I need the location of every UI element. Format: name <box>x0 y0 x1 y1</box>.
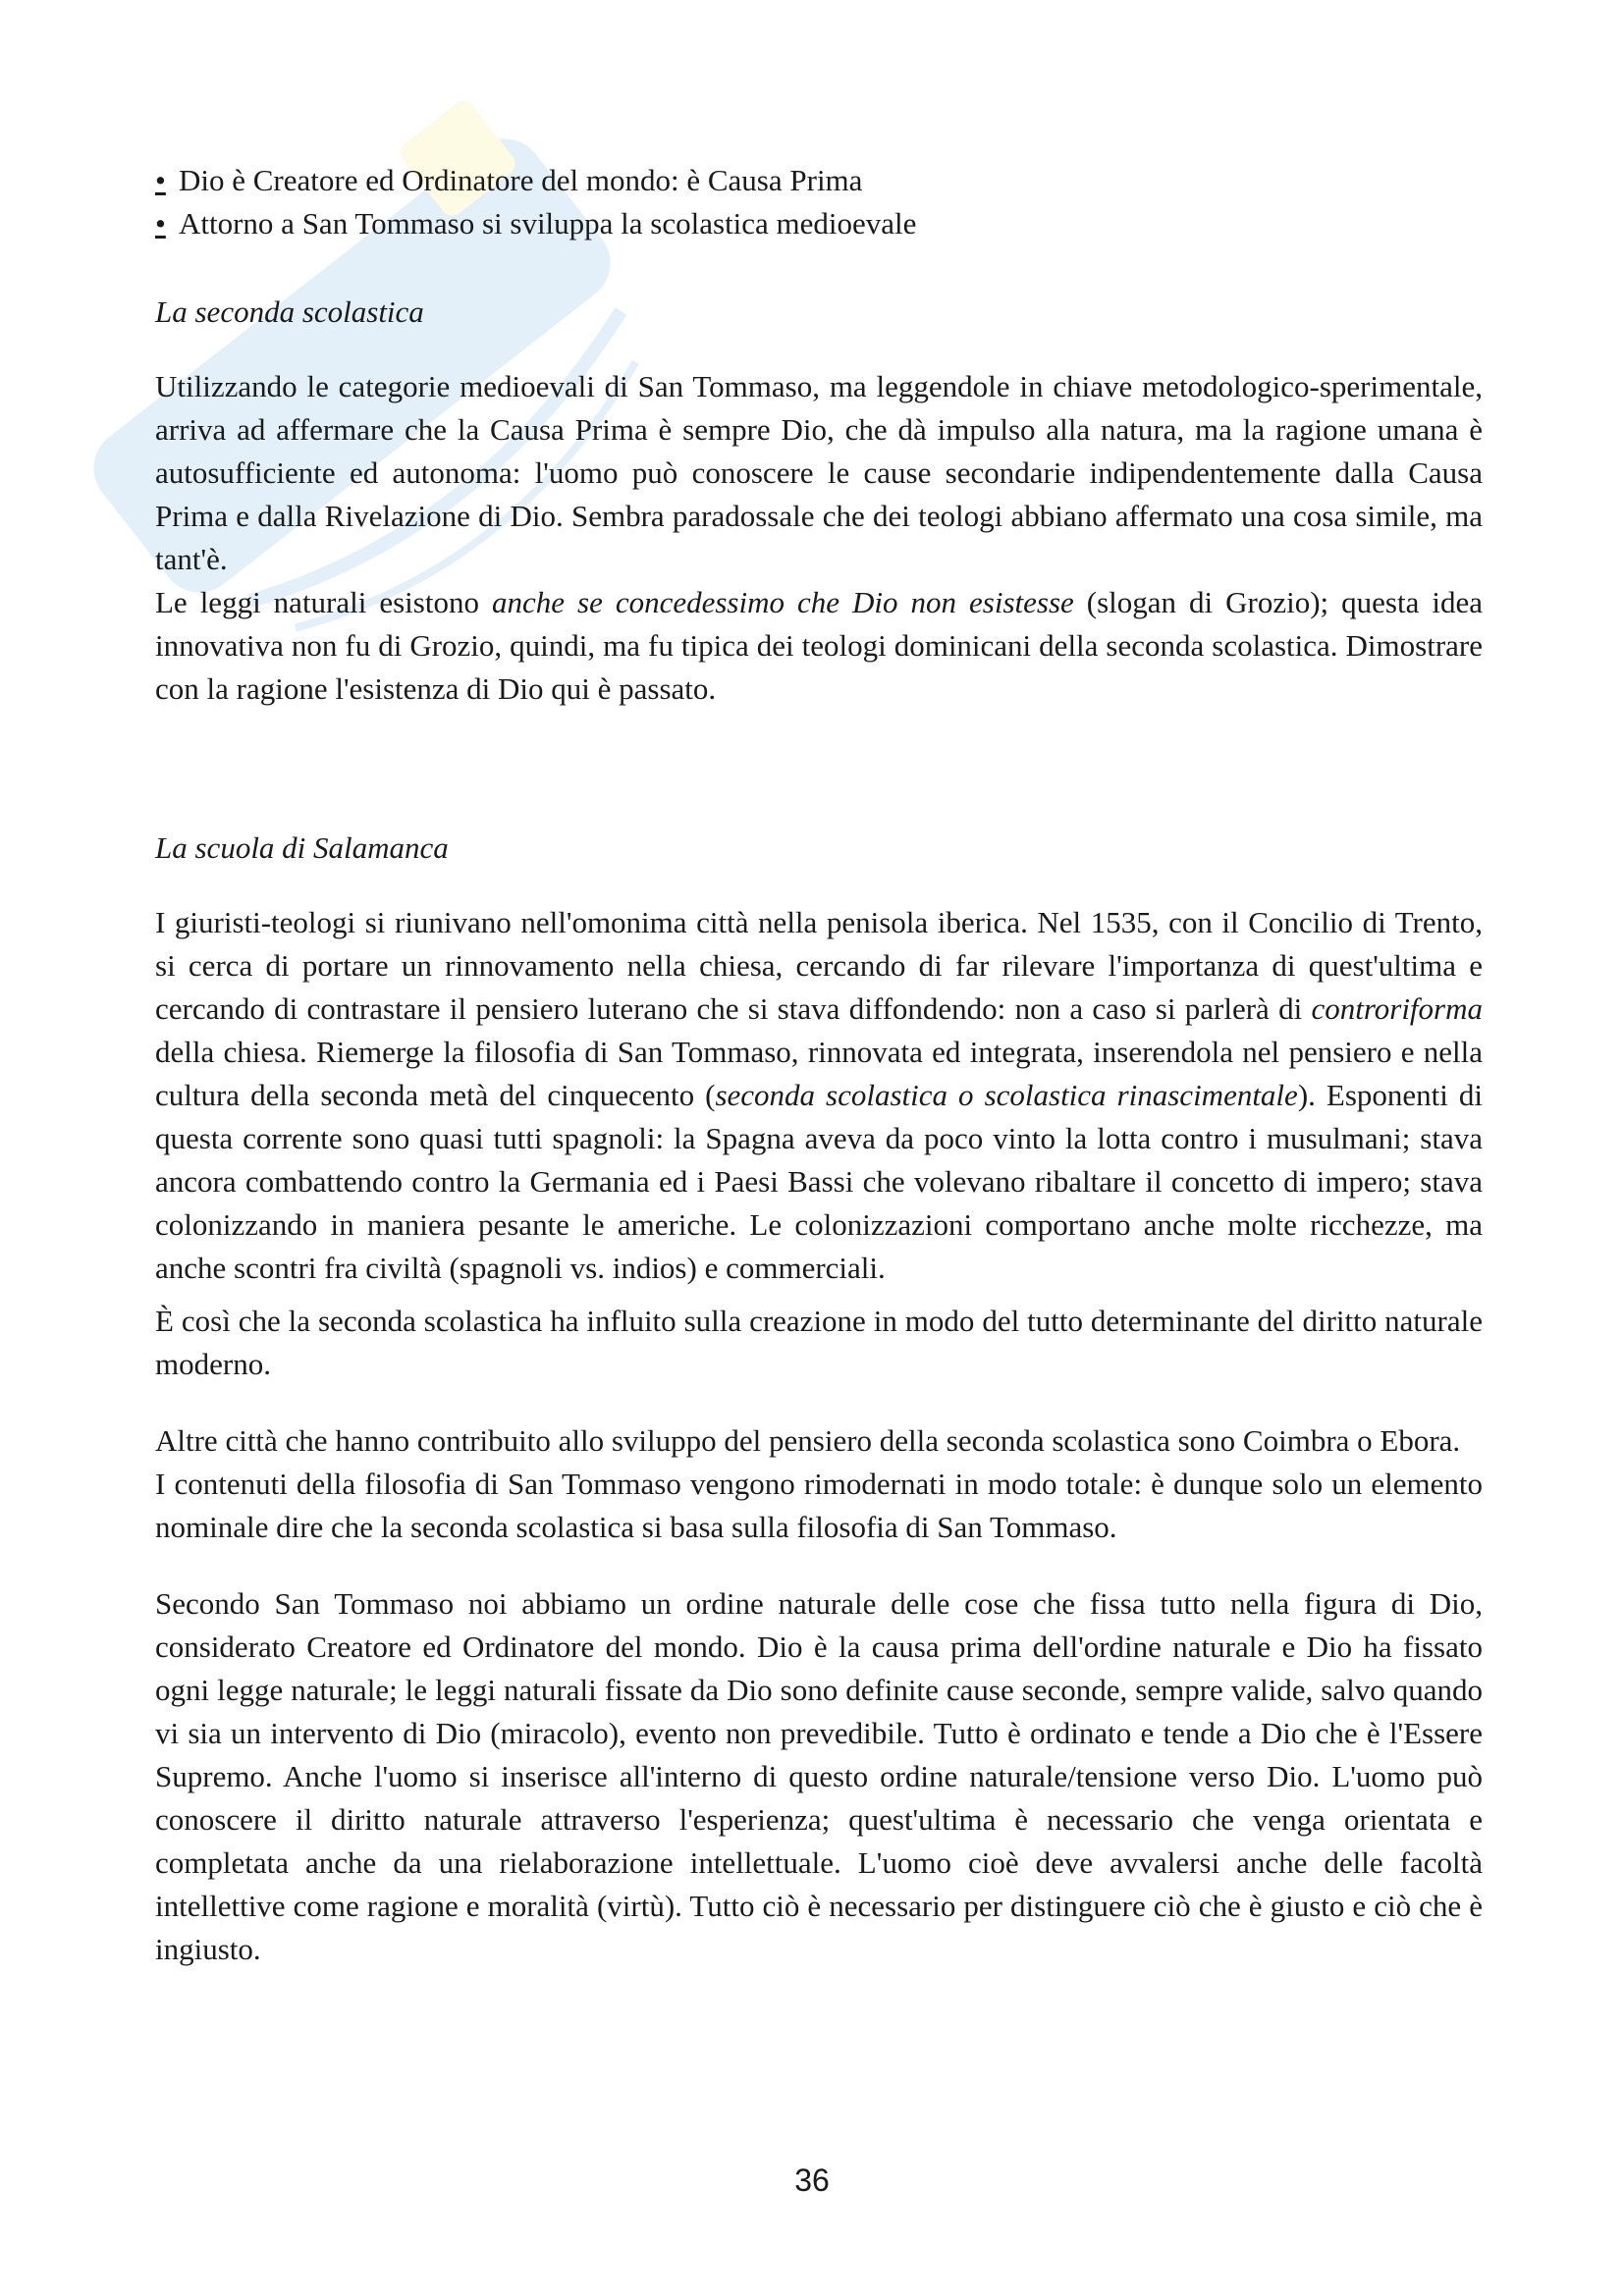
bullet-text: Attorno a San Tommaso si sviluppa la scolastica medioevale <box>179 206 917 240</box>
section-heading-seconda-scolastica: La seconda scolastica <box>155 294 424 329</box>
text-run: Le leggi naturali esistono <box>155 585 492 619</box>
text-run: ). Esponenti di questa corrente sono quasi tutti spagnoli: la Spagna aveva da poco vinto la lotta contro i musulmani; stava ancora combattendo contro la Germania ed i Paesi Bassi che volevano ribaltare il concetto di impero; stava colonizzando in maniera pesante le americhe. Le colonizzazioni comportano anche molte ricchezze, ma anche scontri fra civiltà (spagnoli vs. indios) e commerciali. <box>155 1078 1484 1285</box>
text-run: della chiesa. Riemerge la filosofia di San Tommaso, rinnovata ed integrata, inserendola nel pensiero e nella cultura della seconda metà del cinquecento ( <box>155 1035 1483 1112</box>
bullet-dot: • <box>155 163 166 197</box>
emphasis-text: seconda scolastica o scolastica rinascimentale <box>715 1078 1298 1112</box>
bullet-text: Dio è Creatore ed Ordinatore del mondo: è Causa Prima <box>179 163 863 197</box>
paragraph <box>155 581 1483 711</box>
page-content <box>155 159 1483 1971</box>
text-run: I giuristi-teologi si riunivano nell'omonima città nella penisola iberica. Nel 1535, con il Concilio di Trento, si cerca di portare un rinnovamento nella chiesa, cercando di far rilevare l'importanza di quest'ultima e cercando di contrastare il pensiero luterano che si stava diffondendo: non a caso si parlerà di <box>155 905 1483 1026</box>
bullet-dot: • <box>155 206 166 240</box>
text-run: (slogan di Grozio); questa idea innovativa non fu di Grozio, quindi, ma fu tipica dei teologi dominicani della seconda scolastica. Dimostrare con la ragione l'esistenza di Dio qui è passato. <box>155 585 1483 706</box>
paragraph: I contenuti della filosofia di San Tommaso vengono rimodernati in modo totale: è dunque solo un elemento nominale dire che la seconda scolastica si basa sulla filosofia di San Tommaso. <box>155 1467 1483 1544</box>
paragraph <box>155 901 1483 1290</box>
paragraph: È così che la seconda scolastica ha influito sulla creazione in modo del tutto determinante del diritto naturale moderno. <box>155 1304 1483 1381</box>
emphasis-text: anche se concedessimo che Dio non esistesse <box>491 585 1074 619</box>
paragraph: Secondo San Tommaso noi abbiamo un ordine naturale delle cose che fissa tutto nella figura di Dio, considerato Creatore ed Ordinatore del mondo. Dio è la causa prima dell'ordine naturale e Dio ha fissato ogni legge naturale; le leggi naturali fissate da Dio sono definite cause seconde, sempre valide, salvo quando vi sia un intervento di Dio (miracolo), evento non prevedibile. Tutto è ordinato e tende a Dio che è l'Essere Supremo. Anche l'uomo si inserisce all'interno di questo ordine naturale/tensione verso Dio. L'uomo può conoscere il diritto naturale attraverso l'esperienza; quest'ultima è necessario che venga orientata e completata anche da una rielaborazione intellettuale. L'uomo cioè deve avvalersi anche delle facoltà intellettive come ragione e moralità (virtù). Tutto ciò è necessario per distinguere ciò che è giusto e ciò che è ingiusto. <box>155 1586 1483 1966</box>
page-number: 36 <box>794 2163 830 2198</box>
section-heading-scuola-salamanca: La scuola di Salamanca <box>155 830 449 865</box>
paragraph: Altre città che hanno contribuito allo sviluppo del pensiero della seconda scolastica sono Coimbra o Ebora. <box>155 1423 1461 1458</box>
paragraph: Utilizzando le categorie medioevali di San Tommaso, ma leggendole in chiave metodologico-sperimentale, arriva ad affermare che la Causa Prima è sempre Dio, che dà impulso alla natura, ma la ragione umana è autosufficiente ed autonoma: l'uomo può conoscere le cause secondarie indipendentemente dalla Causa Prima e dalla Rivelazione di Dio. Sembra paradossale che dei teologi abbiano affermato una cosa simile, ma tant'è. <box>155 369 1483 576</box>
bullet-item <box>155 159 1483 202</box>
bullet-item <box>155 202 1483 245</box>
emphasis-text: controriforma <box>1311 991 1483 1026</box>
